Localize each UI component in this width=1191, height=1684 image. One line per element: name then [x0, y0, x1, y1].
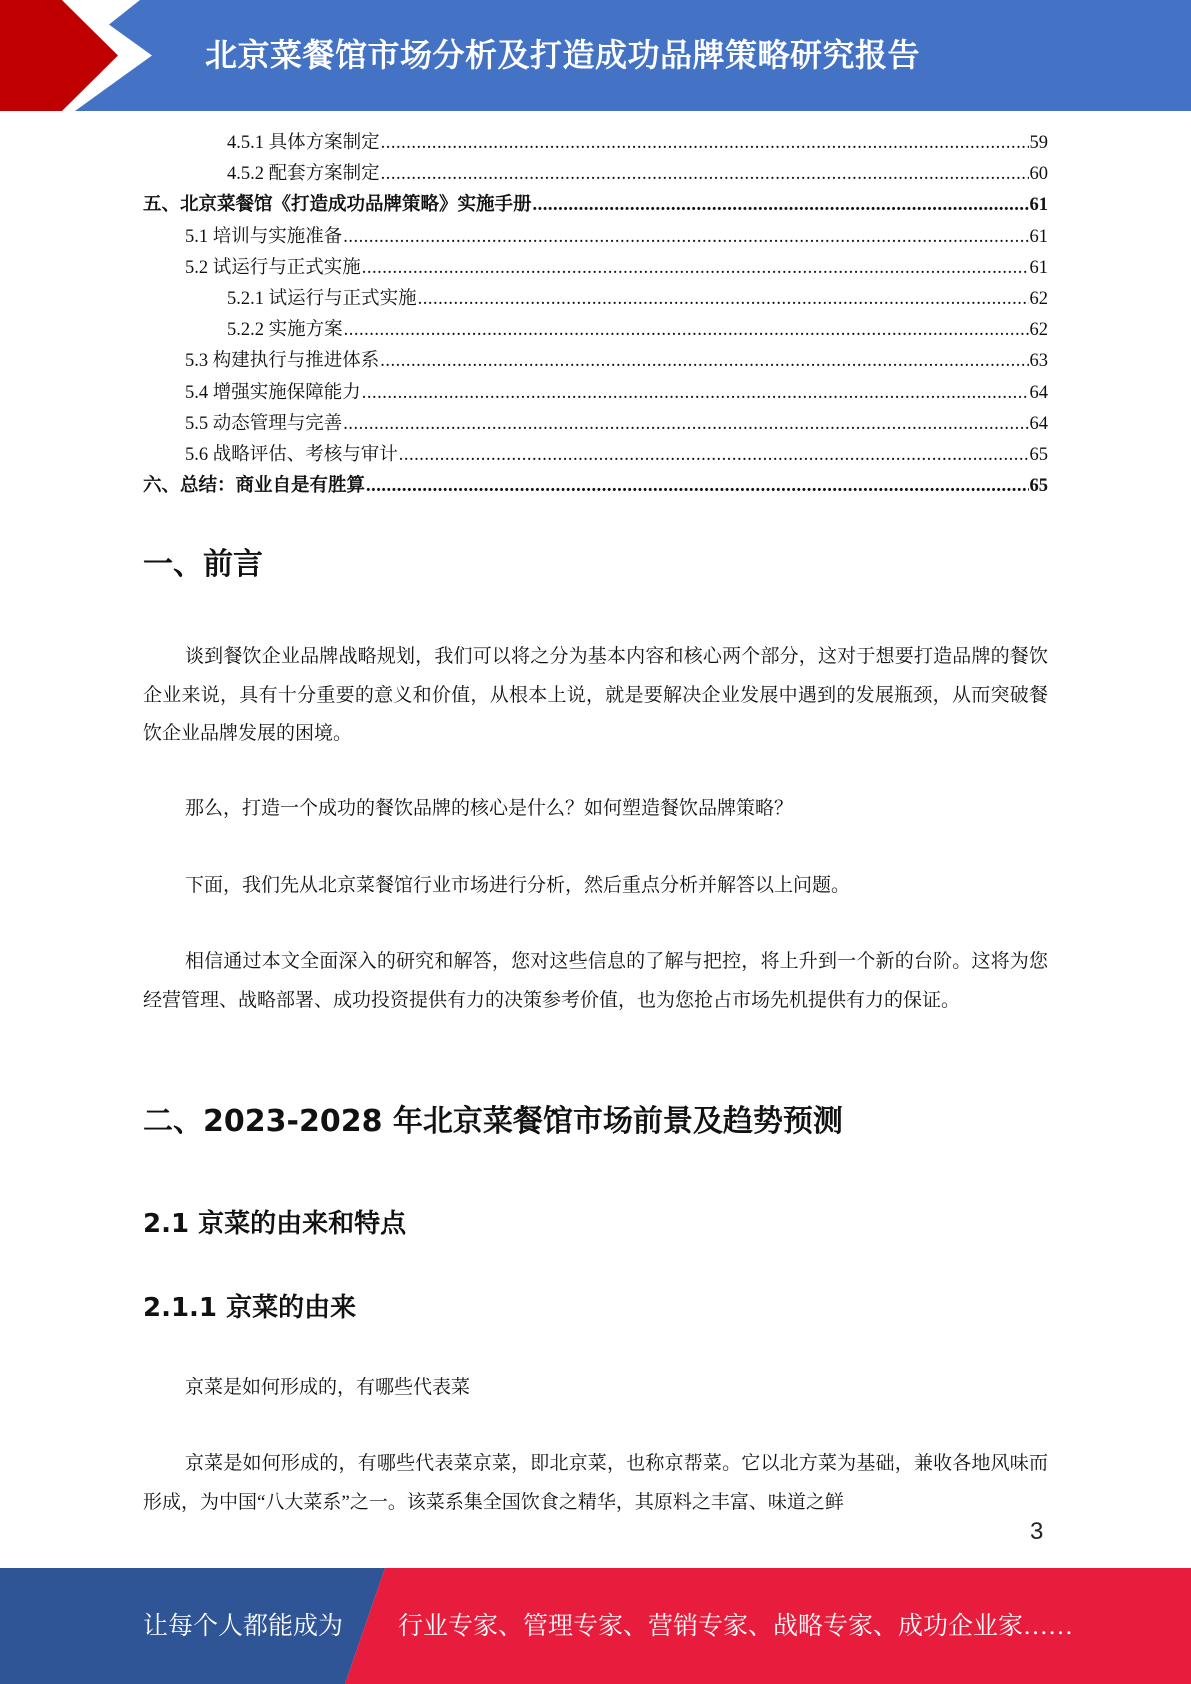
paragraph: 下面，我们先从北京菜餐馆行业市场进行分析，然后重点分析并解答以上问题。	[185, 875, 851, 896]
toc-entry-page: 62	[1029, 320, 1048, 341]
toc-entry[interactable]	[143, 440, 1048, 471]
table-of-contents	[143, 128, 1048, 502]
toc-entry-label: 4.5.2 配套方案制定	[227, 164, 380, 185]
section-heading-preface: 一、前言	[143, 547, 263, 582]
paragraph: 那么，打造一个成功的餐饮品牌的核心是什么？如何塑造餐饮品牌策略？	[185, 798, 794, 819]
page-header	[0, 0, 1191, 111]
toc-entry[interactable]	[143, 190, 1048, 221]
toc-dot-leader	[380, 346, 1028, 377]
paragraph: 相信通过本文全面深入的研究和解答，您对这些信息的了解与把控，将上升到一个新的台阶。这将为您经营管理、战略部署、成功投资提供有力的决策参考价值，也为您抢占市场先机提供有力的保证。	[143, 951, 1048, 1011]
toc-dot-leader	[399, 440, 1029, 471]
toc-entry[interactable]	[143, 315, 1048, 346]
toc-dot-leader	[533, 190, 1029, 221]
report-title: 北京菜餐馆市场分析及打造成功品牌策略研究报告	[205, 36, 921, 74]
toc-dot-leader	[362, 378, 1029, 409]
toc-entry[interactable]	[143, 471, 1048, 502]
toc-dot-leader	[343, 409, 1028, 440]
toc-dot-leader	[381, 128, 1029, 159]
toc-entry-page: 59	[1029, 133, 1048, 153]
paragraph: 谈到餐饮企业品牌战略规划，我们可以将之分为基本内容和核心两个部分，这对于想要打造品牌的餐饮企业来说，具有十分重要的意义和价值，从根本上说，就是要解决企业发展中遇到的发展瓶颈，从而突破餐饮企业品牌发展的困境。	[143, 646, 1048, 744]
toc-entry-label: 5.6 战略评估、考核与审计	[185, 444, 398, 465]
toc-entry-label: 5.2.2 实施方案	[227, 320, 343, 341]
toc-entry-label: 五、北京菜餐馆《打造成功品牌策略》实施手册	[143, 195, 532, 216]
section-heading-market-forecast: 二、2023-2028 年北京菜餐馆市场前景及趋势预测	[143, 1104, 843, 1139]
toc-entry-label: 4.5.1 具体方案制定	[227, 133, 380, 153]
page-footer	[0, 1568, 1191, 1684]
paragraph: 京菜是如何形成的，有哪些代表菜京菜，即北京菜，也称京帮菜。它以北方菜为基础，兼收各地风味而形成，为中国“八大菜系”之一。该菜系集全国饮食之精华，其原料之丰富、味道之鲜	[143, 1453, 1048, 1513]
toc-entry-page: 61	[1029, 226, 1048, 247]
toc-entry[interactable]	[143, 346, 1048, 377]
paragraph: 京菜是如何形成的，有哪些代表菜	[185, 1377, 471, 1398]
toc-entry-page: 61	[1029, 257, 1048, 278]
toc-entry-label: 5.2 试运行与正式实施	[185, 257, 361, 278]
toc-entry-label: 5.3 构建执行与推进体系	[185, 351, 380, 372]
header-arrow-decoration	[0, 0, 160, 111]
toc-entry-page: 65	[1029, 444, 1048, 465]
toc-entry-label: 5.5 动态管理与完善	[185, 413, 343, 434]
toc-entry[interactable]	[143, 128, 1048, 159]
toc-entry-label: 六、总结：商业自是有胜算	[143, 476, 366, 497]
toc-dot-leader	[362, 253, 1029, 284]
toc-entry-label: 5.4 增强实施保障能力	[185, 382, 361, 403]
toc-entry-page: 65	[1029, 476, 1048, 497]
toc-entry-page: 64	[1029, 413, 1048, 434]
footer-slogan-right: 行业专家、管理专家、营销专家、战略专家、成功企业家……	[398, 1613, 1074, 1640]
toc-dot-leader	[344, 315, 1029, 346]
page-number: 3	[1030, 1518, 1044, 1545]
toc-dot-leader	[366, 471, 1028, 502]
toc-entry-label: 5.2.1 试运行与正式实施	[227, 288, 417, 309]
toc-entry[interactable]	[143, 253, 1048, 284]
toc-entry[interactable]	[143, 409, 1048, 440]
toc-dot-leader	[343, 222, 1028, 253]
toc-entry-page: 63	[1029, 351, 1048, 372]
toc-entry-page: 61	[1029, 195, 1048, 216]
subsection-heading: 2.1 京菜的由来和特点	[143, 1209, 407, 1239]
footer-slogan-left: 让每个人都能成为	[143, 1613, 344, 1640]
subsubsection-heading: 2.1.1 京菜的由来	[143, 1293, 357, 1323]
toc-entry[interactable]	[143, 284, 1048, 315]
toc-entry[interactable]	[143, 378, 1048, 409]
toc-entry-label: 5.1 培训与实施准备	[185, 226, 343, 247]
toc-entry[interactable]	[143, 222, 1048, 253]
toc-entry-page: 60	[1029, 164, 1048, 185]
toc-dot-leader	[381, 159, 1029, 190]
toc-dot-leader	[418, 284, 1029, 315]
toc-entry-page: 64	[1029, 382, 1048, 403]
toc-entry[interactable]	[143, 159, 1048, 190]
toc-entry-page: 62	[1029, 288, 1048, 309]
